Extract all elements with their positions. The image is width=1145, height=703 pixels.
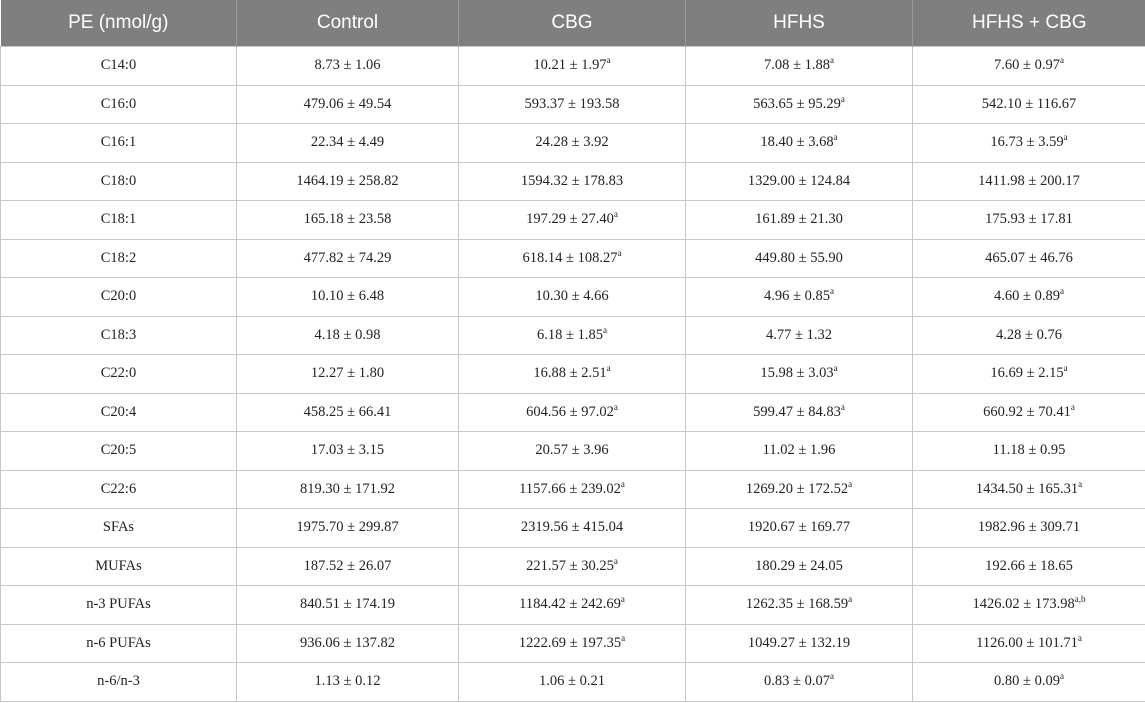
header-hfhs-cbg: HFHS + CBG <box>913 0 1145 47</box>
cell-value: 2319.56 ± 415.04 <box>520 519 624 536</box>
row-label: n-3 PUFAs <box>86 596 151 613</box>
value-cell <box>913 509 1145 548</box>
row-label: C18:2 <box>100 249 137 266</box>
row-label: C14:0 <box>100 57 137 74</box>
table-row <box>1 85 1145 124</box>
significance-superscript: a <box>1059 55 1064 66</box>
value-cell <box>913 239 1145 278</box>
cell-value: 593.37 ± 193.58 <box>524 95 620 112</box>
significance-superscript: a <box>848 594 853 605</box>
row-label-cell <box>1 47 237 86</box>
value-cell <box>237 124 459 163</box>
cell-value: 180.29 ± 24.05 <box>755 557 843 574</box>
value-cell <box>913 586 1145 625</box>
row-label-cell <box>1 663 237 702</box>
cell-value: 1262.35 ± 168.59 <box>745 596 849 613</box>
value-cell <box>686 393 913 432</box>
value-cell <box>237 201 459 240</box>
cell-value: 10.10 ± 6.48 <box>310 288 385 305</box>
value-cell <box>459 393 686 432</box>
cell-value: 4.77 ± 1.32 <box>766 326 832 343</box>
cell-value: 24.28 ± 3.92 <box>535 134 609 151</box>
cell-value: 1.13 ± 0.12 <box>314 673 381 690</box>
table-row <box>1 239 1145 278</box>
cell-value: 7.60 ± 0.97 <box>994 57 1060 74</box>
row-label-cell <box>1 85 237 124</box>
cell-value: 20.57 ± 3.96 <box>535 442 609 459</box>
cell-value: 16.73 ± 3.59 <box>990 134 1064 151</box>
value-cell <box>237 239 459 278</box>
significance-superscript: a <box>620 594 625 605</box>
table-row <box>1 624 1145 663</box>
cell-value: 1269.20 ± 172.52 <box>745 480 849 497</box>
value-cell <box>913 432 1145 471</box>
row-label: C22:6 <box>100 480 137 497</box>
value-cell <box>913 162 1145 201</box>
value-cell <box>686 509 913 548</box>
table-row <box>1 355 1145 394</box>
cell-value: 465.07 ± 46.76 <box>985 249 1073 266</box>
cell-value: 1594.32 ± 178.83 <box>520 172 624 189</box>
significance-superscript: a <box>620 478 625 489</box>
value-cell <box>686 624 913 663</box>
cell-value: 11.02 ± 1.96 <box>762 442 836 459</box>
row-label: C22:0 <box>100 365 137 382</box>
value-cell <box>459 586 686 625</box>
value-cell <box>686 586 913 625</box>
cell-value: 660.92 ± 70.41 <box>983 403 1071 420</box>
row-label: SFAs <box>102 519 135 536</box>
cell-value: 4.18 ± 0.98 <box>314 326 381 343</box>
cell-value: 1920.67 ± 169.77 <box>747 519 851 536</box>
cell-value: 819.30 ± 171.92 <box>300 480 395 497</box>
significance-superscript: a <box>1059 671 1064 682</box>
value-cell <box>686 47 913 86</box>
cell-value: 7.08 ± 1.88 <box>764 57 830 74</box>
significance-superscript: a <box>613 555 618 566</box>
value-cell <box>686 239 913 278</box>
value-cell <box>459 663 686 702</box>
value-cell <box>459 124 686 163</box>
cell-value: 1329.00 ± 124.84 <box>747 172 851 189</box>
value-cell <box>686 85 913 124</box>
value-cell <box>237 393 459 432</box>
value-cell <box>913 624 1145 663</box>
row-label-cell <box>1 470 237 509</box>
cell-value: 17.03 ± 3.15 <box>310 442 385 459</box>
value-cell <box>237 586 459 625</box>
row-label: n-6/n-3 <box>97 673 140 690</box>
cell-value: 187.52 ± 26.07 <box>303 557 392 574</box>
significance-superscript: a <box>833 132 838 143</box>
value-cell <box>913 47 1145 86</box>
value-cell <box>913 85 1145 124</box>
significance-superscript: a <box>829 671 834 682</box>
cell-value: 1184.42 ± 242.69 <box>519 596 621 613</box>
value-cell <box>237 509 459 548</box>
value-cell <box>237 547 459 586</box>
cell-value: 0.83 ± 0.07 <box>764 673 830 690</box>
cell-value: 0.80 ± 0.09 <box>994 673 1060 690</box>
value-cell <box>237 316 459 355</box>
cell-value: 22.34 ± 4.49 <box>310 134 385 151</box>
row-label-cell <box>1 278 237 317</box>
cell-value: 477.82 ± 74.29 <box>303 249 392 266</box>
value-cell <box>913 201 1145 240</box>
row-label-cell <box>1 624 237 663</box>
cell-value: 618.14 ± 108.27 <box>522 249 618 266</box>
cell-value: 479.06 ± 49.54 <box>303 95 392 112</box>
significance-superscript: a <box>848 478 853 489</box>
significance-superscript: a <box>617 247 622 258</box>
table-row <box>1 47 1145 86</box>
row-label: C20:4 <box>100 403 137 420</box>
cell-value: 6.18 ± 1.85 <box>537 326 603 343</box>
table-row <box>1 663 1145 702</box>
significance-superscript: a <box>833 363 838 374</box>
row-label-cell <box>1 124 237 163</box>
value-cell <box>237 624 459 663</box>
row-label: C20:0 <box>100 288 137 305</box>
cell-value: 1975.70 ± 299.87 <box>296 519 399 536</box>
value-cell <box>459 355 686 394</box>
cell-value: 1157.66 ± 239.02 <box>519 480 621 497</box>
table-row <box>1 432 1145 471</box>
row-label-cell <box>1 393 237 432</box>
significance-superscript: a <box>840 401 845 412</box>
header-cbg: CBG <box>459 0 686 47</box>
table-row <box>1 393 1145 432</box>
cell-value: 1426.02 ± 173.98 <box>972 596 1075 613</box>
value-cell <box>237 355 459 394</box>
value-cell <box>913 393 1145 432</box>
cell-value: 15.98 ± 3.03 <box>760 365 834 382</box>
row-label: C20:5 <box>100 442 137 459</box>
value-cell <box>913 278 1145 317</box>
value-cell <box>459 239 686 278</box>
row-label: C18:1 <box>100 211 137 228</box>
row-label-cell <box>1 355 237 394</box>
significance-superscript: a <box>829 55 834 66</box>
cell-value: 936.06 ± 137.82 <box>300 634 395 651</box>
cell-value: 1222.69 ± 197.35 <box>518 634 622 651</box>
cell-value: 1126.00 ± 101.71 <box>976 634 1078 651</box>
cell-value: 1982.96 ± 309.71 <box>977 519 1081 536</box>
row-label-cell <box>1 432 237 471</box>
value-cell <box>459 470 686 509</box>
row-label: n-6 PUFAs <box>86 634 151 651</box>
significance-superscript: a,b <box>1074 594 1086 605</box>
significance-superscript: a <box>1070 401 1075 412</box>
cell-value: 599.47 ± 84.83 <box>753 403 841 420</box>
row-label-cell <box>1 547 237 586</box>
value-cell <box>686 201 913 240</box>
value-cell <box>459 509 686 548</box>
header-row <box>1 0 1145 47</box>
cell-value: 4.96 ± 0.85 <box>764 288 830 305</box>
value-cell <box>237 85 459 124</box>
value-cell <box>913 470 1145 509</box>
value-cell <box>686 278 913 317</box>
cell-value: 197.29 ± 27.40 <box>526 211 614 228</box>
significance-superscript: a <box>1077 632 1082 643</box>
value-cell <box>459 316 686 355</box>
cell-value: 161.89 ± 21.30 <box>755 211 843 228</box>
cell-value: 175.93 ± 17.81 <box>985 211 1073 228</box>
significance-superscript: a <box>606 363 611 374</box>
row-label: C16:0 <box>100 95 137 112</box>
cell-value: 4.28 ± 0.76 <box>996 326 1062 343</box>
significance-superscript: a <box>613 401 618 412</box>
value-cell <box>686 124 913 163</box>
value-cell <box>913 547 1145 586</box>
significance-superscript: a <box>829 286 834 297</box>
header-control: Control <box>237 0 459 47</box>
value-cell <box>459 624 686 663</box>
table-row <box>1 278 1145 317</box>
row-label: MUFAs <box>95 557 142 574</box>
significance-superscript: a <box>606 55 611 66</box>
table-row <box>1 586 1145 625</box>
table-row <box>1 509 1145 548</box>
value-cell <box>686 162 913 201</box>
header-hfhs: HFHS <box>686 0 913 47</box>
table-row <box>1 316 1145 355</box>
value-cell <box>459 278 686 317</box>
value-cell <box>686 316 913 355</box>
cell-value: 165.18 ± 23.58 <box>303 211 392 228</box>
value-cell <box>913 663 1145 702</box>
value-cell <box>913 355 1145 394</box>
row-label: C16:1 <box>100 134 137 151</box>
table-row <box>1 162 1145 201</box>
cell-value: 192.66 ± 18.65 <box>985 557 1073 574</box>
significance-superscript: a <box>621 632 626 643</box>
cell-value: 16.88 ± 2.51 <box>533 365 607 382</box>
cell-value: 1411.98 ± 200.17 <box>978 172 1080 189</box>
header-pe: PE (nmol/g) <box>1 0 237 47</box>
cell-value: 16.69 ± 2.15 <box>990 365 1064 382</box>
value-cell <box>237 470 459 509</box>
value-cell <box>913 316 1145 355</box>
row-label-cell <box>1 509 237 548</box>
significance-superscript: a <box>1059 286 1064 297</box>
value-cell <box>237 162 459 201</box>
value-cell <box>686 547 913 586</box>
cell-value: 563.65 ± 95.29 <box>753 95 841 112</box>
table-row <box>1 547 1145 586</box>
row-label-cell <box>1 162 237 201</box>
table-row <box>1 470 1145 509</box>
row-label-cell <box>1 316 237 355</box>
cell-value: 1434.50 ± 165.31 <box>975 480 1079 497</box>
cell-value: 12.27 ± 1.80 <box>310 365 385 382</box>
significance-superscript: a <box>1063 363 1068 374</box>
value-cell <box>237 47 459 86</box>
significance-superscript: a <box>613 209 618 220</box>
value-cell <box>913 124 1145 163</box>
cell-value: 1.06 ± 0.21 <box>539 673 605 690</box>
value-cell <box>686 470 913 509</box>
value-cell <box>237 663 459 702</box>
value-cell <box>459 162 686 201</box>
value-cell <box>459 201 686 240</box>
significance-superscript: a <box>1063 132 1068 143</box>
value-cell <box>237 432 459 471</box>
cell-value: 4.60 ± 0.89 <box>994 288 1060 305</box>
value-cell <box>459 47 686 86</box>
table-row <box>1 201 1145 240</box>
cell-value: 18.40 ± 3.68 <box>760 134 834 151</box>
cell-value: 840.51 ± 174.19 <box>300 596 395 613</box>
row-label: C18:3 <box>100 326 137 343</box>
value-cell <box>686 432 913 471</box>
cell-value: 11.18 ± 0.95 <box>992 442 1066 459</box>
cell-value: 8.73 ± 1.06 <box>314 57 381 74</box>
value-cell <box>459 85 686 124</box>
row-label-cell <box>1 586 237 625</box>
table-body <box>1 47 1145 702</box>
cell-value: 449.80 ± 55.90 <box>755 249 843 266</box>
cell-value: 604.56 ± 97.02 <box>526 403 614 420</box>
cell-value: 542.10 ± 116.67 <box>981 95 1077 112</box>
significance-superscript: a <box>602 324 607 335</box>
value-cell <box>459 432 686 471</box>
row-label-cell <box>1 201 237 240</box>
cell-value: 221.57 ± 30.25 <box>526 557 614 574</box>
value-cell <box>459 547 686 586</box>
significance-superscript: a <box>1078 478 1083 489</box>
cell-value: 1049.27 ± 132.19 <box>747 634 851 651</box>
significance-superscript: a <box>840 93 845 104</box>
table-row <box>1 124 1145 163</box>
cell-value: 458.25 ± 66.41 <box>303 403 392 420</box>
row-label-cell <box>1 239 237 278</box>
value-cell <box>686 355 913 394</box>
cell-value: 10.21 ± 1.97 <box>533 57 607 74</box>
table-header <box>1 0 1145 47</box>
value-cell <box>686 663 913 702</box>
value-cell <box>237 278 459 317</box>
cell-value: 1464.19 ± 258.82 <box>296 172 399 189</box>
row-label: C18:0 <box>100 172 137 189</box>
cell-value: 10.30 ± 4.66 <box>535 288 609 305</box>
